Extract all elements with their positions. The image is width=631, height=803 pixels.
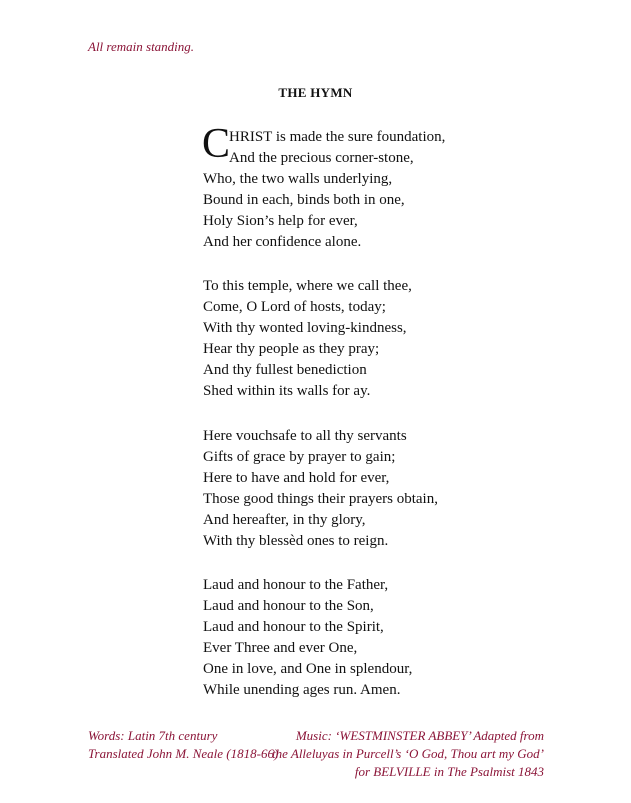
music-credit <box>272 727 544 781</box>
hymn-stanza-2 <box>203 276 412 403</box>
hymn-stanza-3 <box>203 426 438 553</box>
stanza-line: Come, O Lord of hosts, today; <box>203 299 386 316</box>
hymn-title: THE HYMN <box>278 85 353 100</box>
music-credit-line: Music: ‘WESTMINSTER ABBEY’ Adapted from <box>295 728 544 743</box>
stanza-line: To this temple, where we call thee, <box>203 278 412 294</box>
stanza-line: Here vouchsafe to all thy servants <box>203 428 407 444</box>
stanza-line: With thy blessèd ones to reign. <box>203 533 389 550</box>
stanza-line: And hereafter, in thy glory, <box>203 512 366 529</box>
stanza-line: Ever Three and ever One, <box>203 640 358 657</box>
words-credit-line: Translated John M. Neale (1818-66) <box>88 746 279 761</box>
music-credit-line: the Alleluyas in Purcell’s ‘O God, Thou art my God’ <box>271 746 544 761</box>
words-credit-line: Words: Latin 7th century <box>88 728 218 743</box>
stanza-line: Bound in each, binds both in one, <box>203 192 405 209</box>
music-credit-line: for BELVILLE in The Psalmist 1843 <box>354 764 544 779</box>
hymn-stanza-1 <box>202 121 446 254</box>
stanza-line: Gifts of grace by prayer to gain; <box>203 449 396 466</box>
words-credit <box>88 727 278 763</box>
stanza-line: With thy wonted loving-kindness, <box>203 320 407 337</box>
stanza-line: Laud and honour to the Son, <box>203 598 374 615</box>
stanza-line: While unending ages run. Amen. <box>203 682 401 699</box>
stanza-line: Laud and honour to the Spirit, <box>203 619 384 636</box>
rubric-instruction: All remain standing. <box>88 39 195 54</box>
drop-cap: C <box>202 121 231 167</box>
stanza-line: And the precious corner-stone, <box>229 150 414 167</box>
stanza-line: Shed within its walls for ay. <box>203 383 371 400</box>
stanza-line: Here to have and hold for ever, <box>203 470 390 487</box>
stanza-line: And thy fullest benediction <box>203 362 367 379</box>
stanza-line: And her confidence alone. <box>203 234 362 251</box>
stanza-line: Holy Sion’s help for ever, <box>203 213 358 230</box>
stanza-line: Who, the two walls underlying, <box>203 171 393 188</box>
stanza-line: Those good things their prayers obtain, <box>203 491 438 508</box>
stanza-line: One in love, and One in splendour, <box>203 661 413 678</box>
stanza-line: HRIST is made the sure foundation, <box>229 129 446 145</box>
stanza-line: Hear thy people as they pray; <box>203 341 380 358</box>
hymn-stanza-4 <box>203 575 412 702</box>
stanza-line: Laud and honour to the Father, <box>203 577 389 593</box>
